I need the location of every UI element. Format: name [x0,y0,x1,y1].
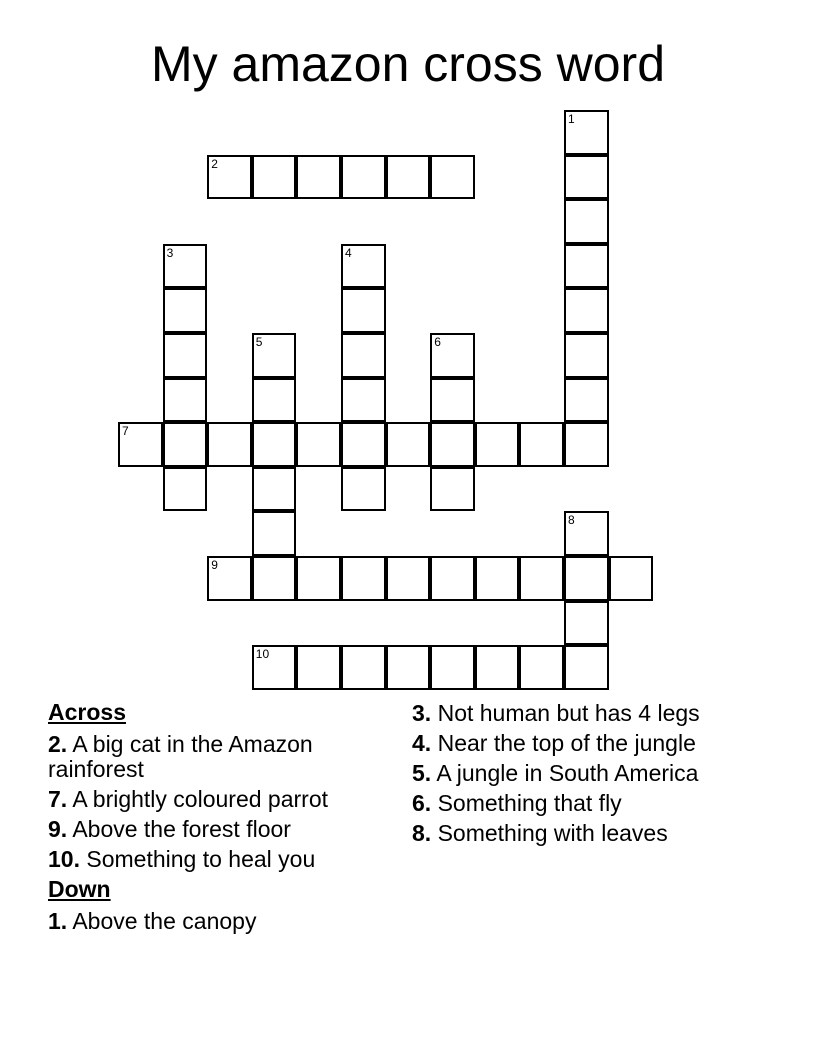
clue-across-9 [48,817,393,843]
grid-cell[interactable] [252,467,297,512]
grid-cell[interactable] [430,155,475,200]
grid-cell[interactable] [207,155,252,200]
grid-cell[interactable] [252,378,297,423]
grid-cell[interactable] [475,556,520,601]
grid-cell[interactable] [430,467,475,512]
clue-number: 5. [412,760,432,786]
grid-cell[interactable] [118,422,163,467]
grid-cell[interactable] [564,378,609,423]
grid-cell[interactable] [296,422,341,467]
grid-cell[interactable] [386,645,431,690]
grid-cell[interactable] [252,556,297,601]
grid-cell[interactable] [163,467,208,512]
grid-cell[interactable] [163,333,208,378]
clue-down-8 [412,821,732,847]
grid-cell[interactable] [252,511,297,556]
grid-cell[interactable] [564,199,609,244]
clue-text: Something with leaves [437,820,668,846]
clue-across-10 [48,847,393,873]
clue-number: 9. [48,816,68,842]
clue-text: A jungle in South America [436,760,699,786]
cell-number: 9 [211,558,218,572]
clue-text: Something to heal you [86,846,316,872]
clue-number: 7. [48,786,68,812]
grid-cell[interactable] [475,422,520,467]
clue-text: A big cat in the Amazon rainforest [48,730,313,782]
cell-number: 4 [345,245,352,260]
clue-text: Above the forest floor [72,816,291,842]
grid-cell[interactable] [430,422,475,467]
clue-number: 3. [412,700,432,726]
grid-cell[interactable] [341,645,386,690]
grid-cell[interactable] [564,601,609,646]
clue-number: 10. [48,846,80,872]
clue-number: 8. [412,820,432,846]
grid-cell[interactable] [341,556,386,601]
grid-cell[interactable] [252,422,297,467]
grid-cell[interactable] [163,288,208,333]
grid-cell[interactable] [430,556,475,601]
down-heading: Down [48,876,111,902]
clue-text: A brightly coloured parrot [72,786,329,812]
clue-number: 6. [412,790,432,816]
clue-text: Above the canopy [72,907,257,934]
cell-number: 8 [568,513,575,528]
clue-down-1 [48,909,393,935]
grid-cell[interactable] [296,155,341,200]
cell-number: 6 [434,335,441,349]
clues-right-column [412,701,732,851]
grid-cell[interactable] [564,110,609,155]
cell-number: 5 [255,335,263,349]
grid-cell[interactable] [430,378,475,423]
page-title: My amazon cross word [150,36,666,92]
grid-cell[interactable] [609,556,654,601]
grid-cell[interactable] [296,645,341,690]
grid-cell[interactable] [341,378,386,423]
grid-cell[interactable] [564,288,609,333]
grid-cell[interactable] [564,422,609,467]
clue-down-6 [412,791,732,817]
clue-across-7 [48,787,393,813]
across-heading: Across [48,699,126,725]
clue-across-2 [48,732,393,783]
grid-cell[interactable] [564,556,609,601]
grid-cell[interactable] [341,288,386,333]
grid-cell[interactable] [519,645,564,690]
clue-down-5 [412,761,732,787]
grid-cell[interactable] [519,556,564,601]
grid-cell[interactable] [341,155,386,200]
grid-cell[interactable] [341,333,386,378]
grid-cell[interactable] [163,422,208,467]
grid-cell[interactable] [564,244,609,289]
clue-number: 4. [412,730,432,756]
cell-number: 1 [568,112,575,126]
grid-cell[interactable] [564,511,609,556]
cell-number: 3 [166,245,174,260]
clue-down-4 [412,731,732,757]
cell-number: 2 [211,156,218,171]
clue-number: 2. [48,730,68,757]
cell-number: 10 [255,647,270,662]
grid-cell[interactable] [430,645,475,690]
grid-cell[interactable] [430,333,475,378]
grid-cell[interactable] [564,333,609,378]
clue-number: 1. [48,907,68,934]
grid-cell[interactable] [341,422,386,467]
grid-cell[interactable] [252,645,297,690]
grid-cell[interactable] [475,645,520,690]
clue-down-3 [412,701,732,727]
grid-cell[interactable] [519,422,564,467]
grid-cell[interactable] [341,244,386,289]
grid-cell[interactable] [207,556,252,601]
cell-number: 7 [122,424,129,439]
grid-cell[interactable] [386,155,431,200]
grid-cell[interactable] [252,333,297,378]
grid-cell[interactable] [386,422,431,467]
grid-cell[interactable] [207,422,252,467]
clue-text: Something that fly [437,790,622,816]
grid-cell[interactable] [163,378,208,423]
clue-text: Not human but has 4 legs [437,700,700,726]
clue-text: Near the top of the jungle [437,730,696,756]
grid-cell[interactable] [564,155,609,200]
grid-cell[interactable] [163,244,208,289]
grid-cell[interactable] [386,556,431,601]
grid-cell[interactable] [252,155,297,200]
grid-cell[interactable] [341,467,386,512]
clues-left-column [48,700,393,939]
grid-cell[interactable] [564,645,609,690]
grid-cell[interactable] [296,556,341,601]
